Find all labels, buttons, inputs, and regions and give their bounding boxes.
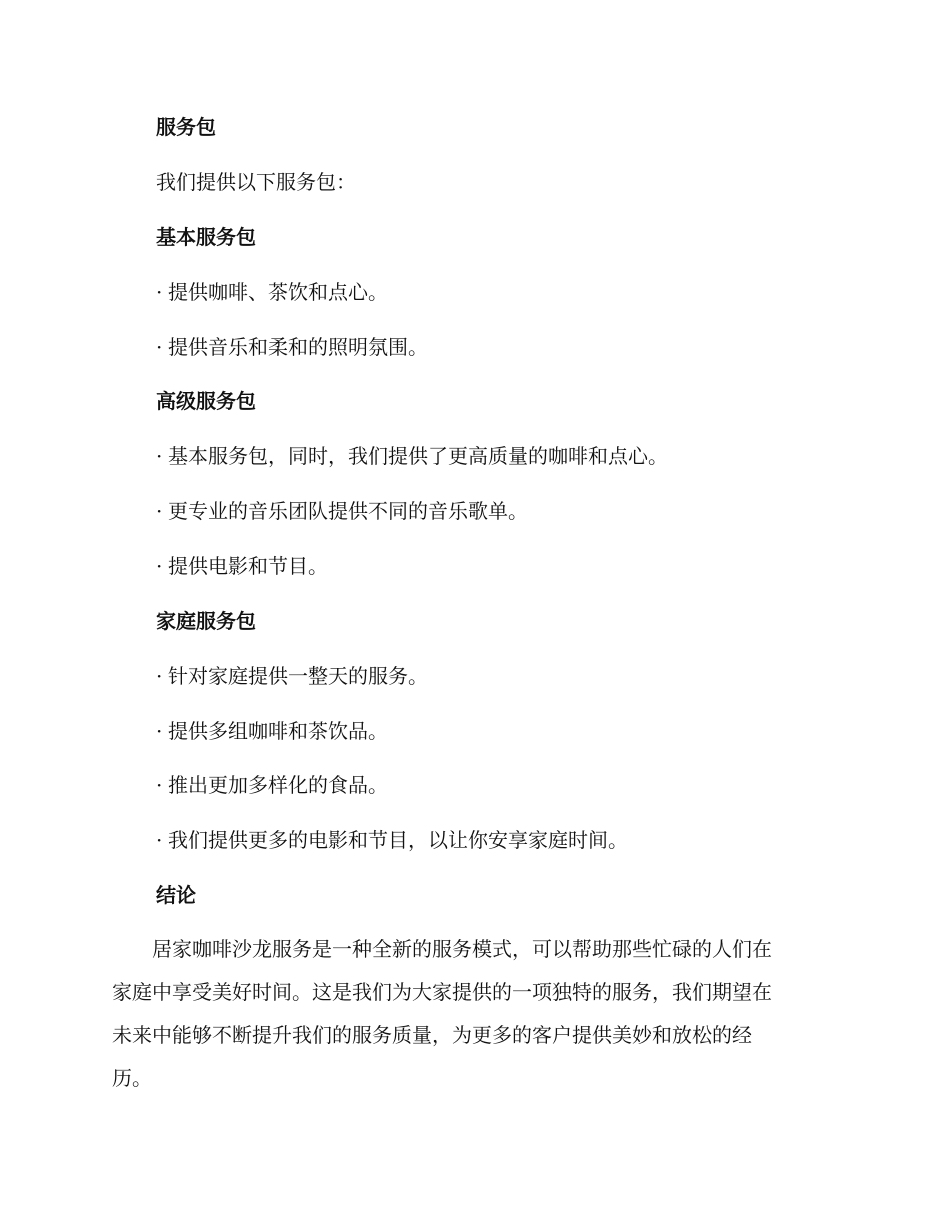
heading-service-packages: 服务包 [156, 115, 216, 139]
list-item-text: 推出更加多样化的食品。 [168, 773, 388, 797]
list-item [156, 552, 328, 580]
list-item-text: 我们提供更多的电影和节目，以让你安享家庭时间。 [168, 828, 628, 852]
list-item-text: 更专业的音乐团队提供不同的音乐歌单。 [168, 499, 528, 523]
list-item [156, 717, 388, 745]
list-item [156, 662, 428, 690]
conclusion-line: 未来中能够不断提升我们的服务质量，为更多的客户提供美妙和放松的经 [112, 1023, 752, 1047]
list-item-text: 针对家庭提供一整天的服务。 [168, 664, 428, 688]
conclusion-line: 居家咖啡沙龙服务是一种全新的服务模式，可以帮助那些忙碌的人们在 [112, 937, 772, 961]
list-item [156, 333, 428, 361]
heading-basic-package: 基本服务包 [156, 225, 256, 249]
bullet-icon: · [156, 444, 163, 468]
bullet-icon: · [156, 773, 163, 797]
list-item-text: 提供电影和节目。 [168, 554, 328, 578]
bullet-icon: · [156, 719, 163, 743]
list-item [156, 442, 668, 470]
heading-conclusion: 结论 [156, 883, 196, 907]
list-item-text: 提供咖啡、茶饮和点心。 [168, 280, 388, 304]
list-item-text: 基本服务包，同时，我们提供了更高质量的咖啡和点心。 [168, 444, 668, 468]
intro-text: 我们提供以下服务包： [156, 170, 356, 194]
bullet-icon: · [156, 828, 163, 852]
bullet-icon: · [156, 554, 163, 578]
bullet-icon: · [156, 280, 163, 304]
conclusion-line: 家庭中享受美好时间。这是我们为大家提供的一项独特的服务，我们期望在 [112, 980, 772, 1004]
conclusion-line: 历。 [112, 1066, 152, 1090]
list-item-text: 提供音乐和柔和的照明氛围。 [168, 335, 428, 359]
list-item [156, 826, 628, 854]
list-item [156, 497, 528, 525]
heading-family-package: 家庭服务包 [156, 609, 256, 633]
list-item-text: 提供多组咖啡和茶饮品。 [168, 719, 388, 743]
list-item [156, 278, 388, 306]
bullet-icon: · [156, 335, 163, 359]
list-item [156, 771, 388, 799]
heading-premium-package: 高级服务包 [156, 389, 256, 413]
bullet-icon: · [156, 499, 163, 523]
bullet-icon: · [156, 664, 163, 688]
